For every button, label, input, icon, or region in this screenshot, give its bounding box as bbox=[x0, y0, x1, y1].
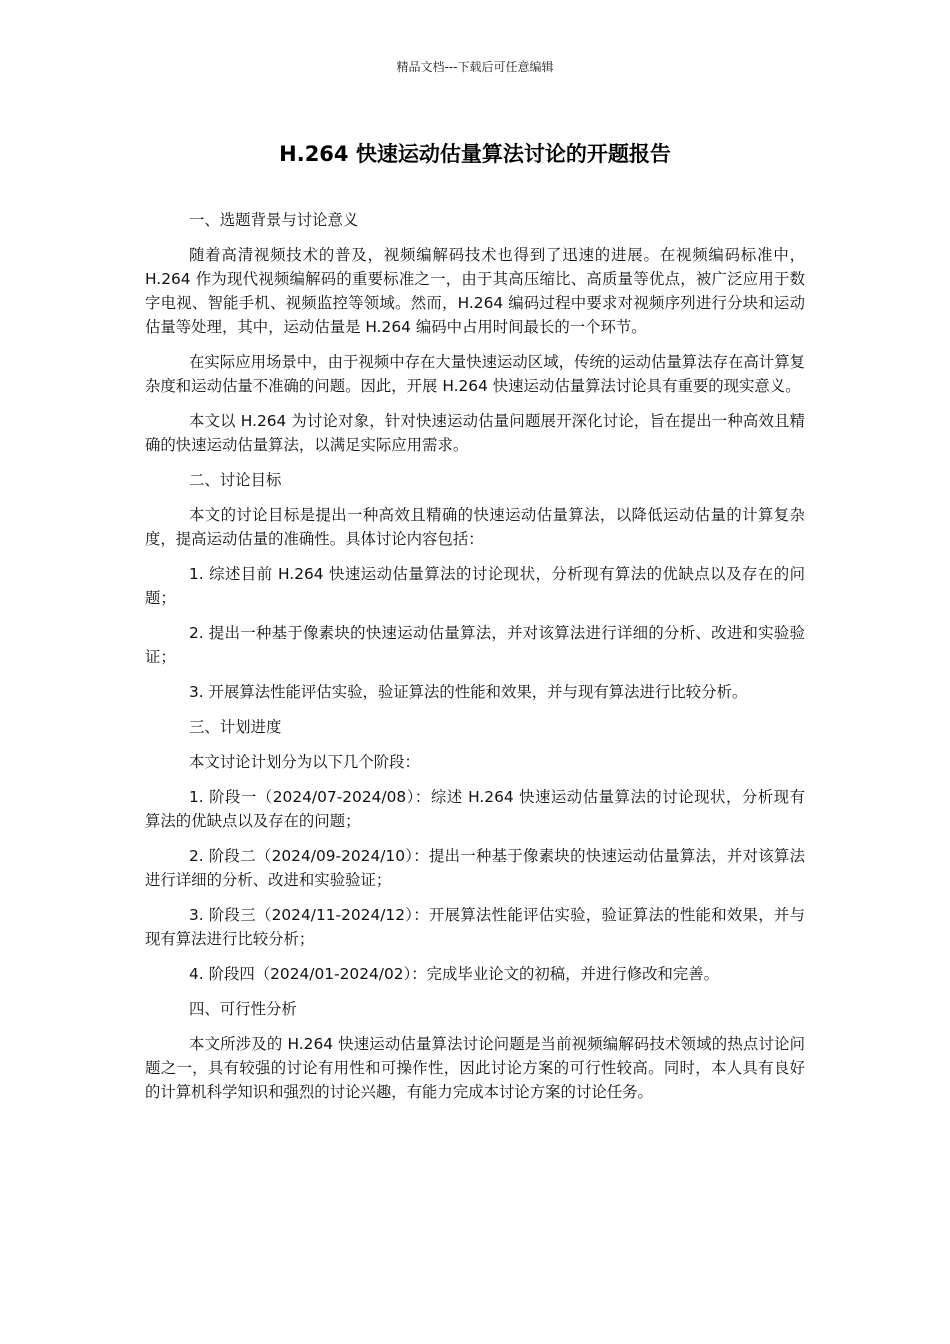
section-heading-schedule: 三、计划进度 bbox=[189, 718, 282, 736]
paragraph: 随着高清视频技术的普及，视频编解码技术也得到了迅速的进展。在视频编码标准中，H.264 作为现代视频编解码的重要标准之一，由于其高压缩比、高质量等优点，被广泛应用于数字电视、智能手机、视频监控等领域。然而，H.264 编码过程中要求对视频序列进行分块和运动估量等处理，其中，运动估量是 H.264 编码中占用时间最长的一个环节。 bbox=[145, 246, 805, 336]
list-item: 2. 阶段二（2024/09-2024/10）：提出一种基于像素块的快速运动估量算法，并对该算法进行详细的分析、改进和实验验证； bbox=[145, 847, 805, 889]
section-heading-background: 一、选题背景与讨论意义 bbox=[189, 211, 359, 229]
document-title: H.264 快速运动估量算法讨论的开题报告 bbox=[279, 142, 671, 166]
list-item: 3. 开展算法性能评估实验，验证算法的性能和效果，并与现有算法进行比较分析。 bbox=[189, 683, 748, 701]
paragraph: 在实际应用场景中，由于视频中存在大量快速运动区域，传统的运动估量算法存在高计算复杂度和运动估量不准确的问题。因此，开展 H.264 快速运动估量算法讨论具有重要的现实意义。 bbox=[145, 353, 805, 395]
list-item: 2. 提出一种基于像素块的快速运动估量算法，并对该算法进行详细的分析、改进和实验验证； bbox=[145, 624, 805, 666]
document-body bbox=[145, 208, 805, 1115]
list-item: 1. 综述目前 H.264 快速运动估量算法的讨论现状，分析现有算法的优缺点以及存在的问题； bbox=[145, 565, 805, 607]
section-heading-goals: 二、讨论目标 bbox=[189, 471, 282, 489]
paragraph: 本文讨论计划分为以下几个阶段： bbox=[189, 753, 420, 771]
list-item: 3. 阶段三（2024/11-2024/12）：开展算法性能评估实验，验证算法的性能和效果，并与现有算法进行比较分析； bbox=[145, 906, 805, 948]
header-note: 精品文档---下载后可任意编辑 bbox=[396, 60, 554, 74]
section-heading-feasibility: 四、可行性分析 bbox=[189, 1000, 297, 1018]
paragraph: 本文以 H.264 为讨论对象，针对快速运动估量问题展开深化讨论，旨在提出一种高效且精确的快速运动估量算法，以满足实际应用需求。 bbox=[145, 412, 805, 454]
list-item: 1. 阶段一（2024/07-2024/08）：综述 H.264 快速运动估量算法的讨论现状，分析现有算法的优缺点以及存在的问题； bbox=[145, 788, 805, 830]
paragraph: 本文的讨论目标是提出一种高效且精确的快速运动估量算法，以降低运动估量的计算复杂度，提高运动估量的准确性。具体讨论内容包括： bbox=[145, 506, 805, 548]
paragraph: 本文所涉及的 H.264 快速运动估量算法讨论问题是当前视频编解码技术领域的热点讨论问题之一，具有较强的讨论有用性和可操作性，因此讨论方案的可行性较高。同时，本人具有良好的计算机科学知识和强烈的讨论兴趣，有能力完成本讨论方案的讨论任务。 bbox=[145, 1035, 805, 1101]
list-item: 4. 阶段四（2024/01-2024/02）：完成毕业论文的初稿，并进行修改和完善。 bbox=[189, 965, 720, 983]
